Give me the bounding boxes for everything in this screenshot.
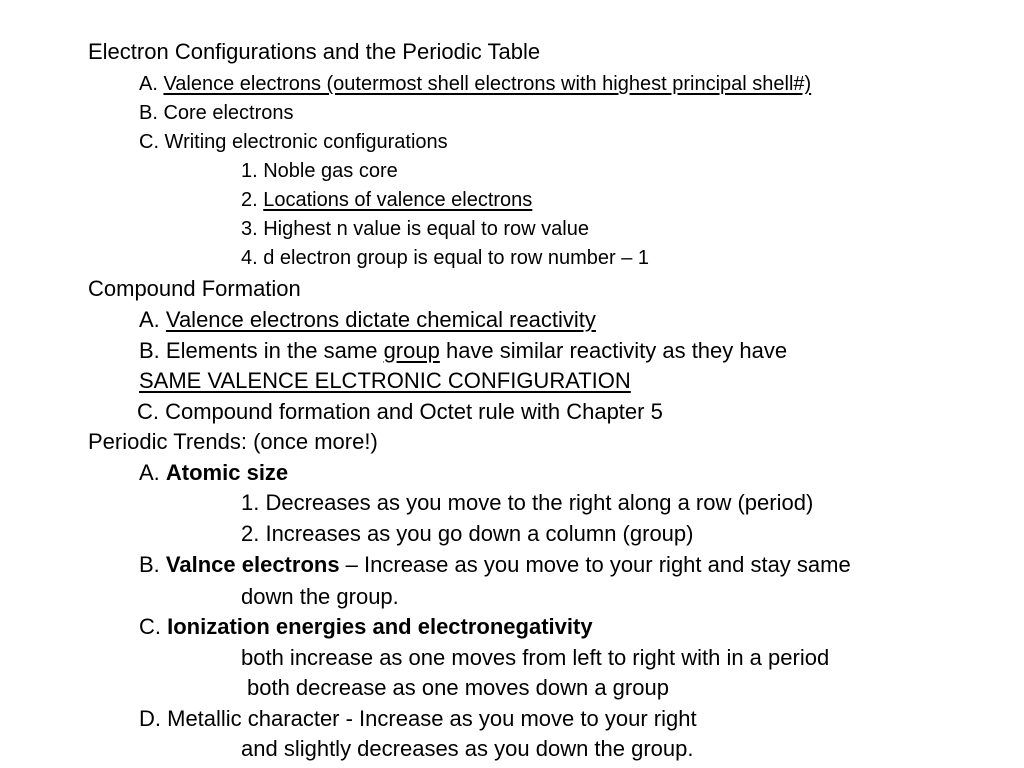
item-text-underlined: Valence electrons (outermost shell electrons with highest principal shell#) xyxy=(163,73,812,95)
item-core-electrons xyxy=(139,103,294,123)
item-prefix: A. xyxy=(139,307,166,332)
item-text-underlined: Valence electrons dictate chemical reactivity xyxy=(165,307,596,332)
section-title-text: Electron Configurations and the Periodic Table xyxy=(88,39,541,64)
subitem-text: 1. Noble gas core xyxy=(241,160,398,182)
item-text-underlined: SAME VALENCE ELCTRONIC CONFIGURATION xyxy=(139,368,631,393)
section-title-electron-configurations xyxy=(88,41,540,63)
subitem-noble-gas-core xyxy=(241,161,398,181)
item-atomic-size xyxy=(139,462,288,484)
item-text-bold: Atomic size xyxy=(165,460,289,485)
subitem-locations-valence xyxy=(241,190,532,210)
item-valence-trend xyxy=(139,554,851,576)
item-text: C. Writing electronic configurations xyxy=(139,131,448,153)
section-title-text: Compound Formation xyxy=(88,276,301,301)
subitem-increases-column xyxy=(241,523,693,545)
item-text-bold: Ionization energies and electronegativity xyxy=(167,614,593,639)
subitem-highest-n xyxy=(241,219,589,239)
item-text-underlined: group xyxy=(383,338,440,363)
section-title-periodic-trends xyxy=(88,431,378,453)
item-text: down the group. xyxy=(241,584,399,609)
item-valence-dictate-reactivity xyxy=(139,309,596,331)
item-prefix: B. xyxy=(139,552,166,577)
subitem-prefix: 2. xyxy=(241,189,264,211)
item-octet-rule xyxy=(137,401,663,423)
item-prefix: C. xyxy=(139,614,168,639)
item-text: – Increase as you move to your right and stay same xyxy=(339,552,851,577)
item-valence-trend-continued xyxy=(241,586,399,608)
item-same-group-continued xyxy=(139,370,631,392)
item-valence-electrons xyxy=(139,74,811,94)
subitem-text: 2. Increases as you go down a column (group) xyxy=(241,521,694,546)
item-text: and slightly decreases as you down the group. xyxy=(241,736,694,761)
subitem-both-decrease xyxy=(247,677,669,699)
subitem-d-electron-group xyxy=(241,248,649,268)
section-title-compound-formation xyxy=(88,278,301,300)
item-text: C. Compound formation and Octet rule with Chapter 5 xyxy=(137,399,663,424)
subitem-text: 4. d electron group is equal to row number – 1 xyxy=(241,247,650,269)
subitem-text-underlined: Locations of valence electrons xyxy=(263,189,533,211)
subitem-decreases-row xyxy=(241,492,813,514)
item-text: B. Elements in the same xyxy=(139,338,384,363)
item-same-group xyxy=(139,340,787,362)
item-ionization-electronegativity xyxy=(139,616,593,638)
item-metallic-character xyxy=(139,708,697,730)
item-text: B. Core electrons xyxy=(139,102,294,124)
subitem-text: both increase as one moves from left to right with in a period xyxy=(241,645,830,670)
item-prefix: A. xyxy=(139,460,166,485)
subitem-text: 3. Highest n value is equal to row value xyxy=(241,218,589,240)
item-writing-configurations xyxy=(139,132,448,152)
subitem-both-increase xyxy=(241,647,829,669)
item-text: D. Metallic character - Increase as you move to your right xyxy=(139,706,697,731)
subitem-text: both decrease as one moves down a group xyxy=(247,675,669,700)
section-title-text: Periodic Trends: (once more!) xyxy=(88,429,378,454)
item-prefix: A. xyxy=(139,73,164,95)
item-text-bold: Valnce electrons xyxy=(165,552,340,577)
item-metallic-character-continued xyxy=(241,738,694,760)
subitem-text: 1. Decreases as you move to the right along a row (period) xyxy=(241,490,814,515)
item-text: have similar reactivity as they have xyxy=(439,338,788,363)
